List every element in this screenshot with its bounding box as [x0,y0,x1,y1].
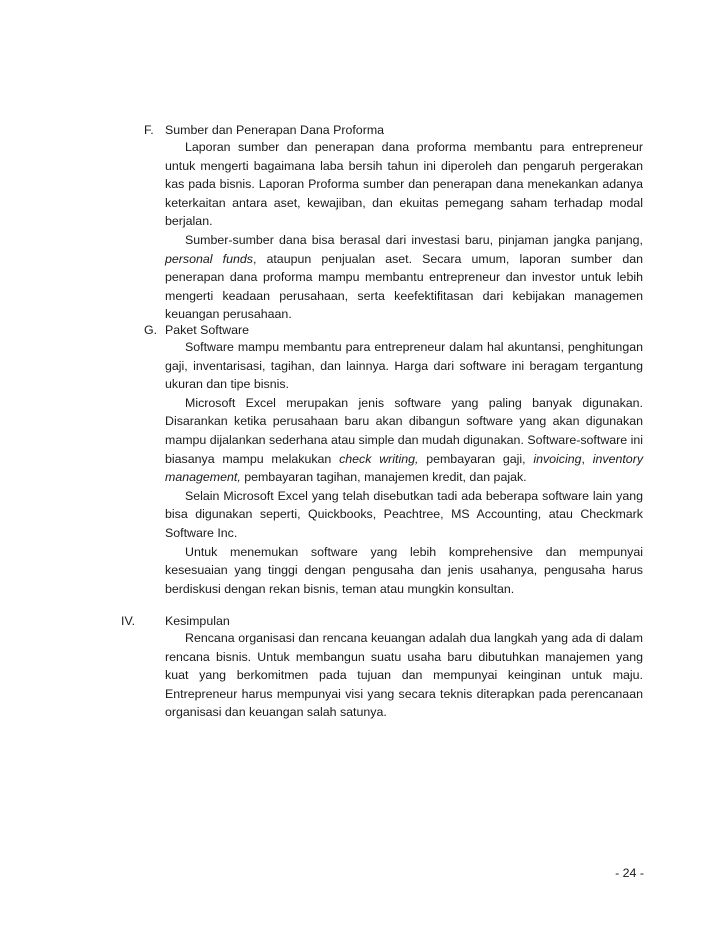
section-heading [144,322,643,338]
section-title: Sumber dan Penerapan Dana Proforma [165,123,385,137]
text-run: , ataupun penjualan aset. Secara umum, laporan sumber dan penerapan dana proforma mampu membantu entrepreneur dan investor untuk lebih mengerti keadaan perusahaan, serta keefektifitasan dari kebijakan managemen keuangan perusahaan. [165,251,643,322]
paragraph [165,629,643,722]
section-marker: F. [144,123,154,137]
italic-text: invoicing [533,451,582,466]
italic-text: personal funds [165,251,253,266]
text-run: Sumber-sumber dana bisa berasal dari investasi baru, pinjaman jangka panjang, [185,232,643,247]
text-run: Microsoft Excel merupakan jenis software yang paling banyak digunakan. Disarankan ketika perusahaan baru akan dibangun software yang akan digunakan mampu dijalankan sederhana atau simple dan mudah digunakan. Software-software ini biasanya mampu melakukan [165,395,644,466]
page-number: - 24 - [615,866,644,880]
italic-text: inventory management, [165,451,644,485]
section-title: Kesimpulan [165,614,230,628]
section-heading [144,122,643,138]
section-iv [121,613,643,722]
section-marker: G. [144,323,158,337]
text-run: Laporan sumber dan penerapan dana proforma membantu para entrepreneur untuk mengerti bagaimana laba bersih tahun ini diperoleh dan pengaruh pergerakan kas pada bisnis. Laporan Proforma sumber dan penerapan dana menekankan adanya keterkaitan antara aset, kewajiban, dan ekuitas pemegang saham terhadap modal berjalan. [165,140,643,229]
text-run: Rencana organisasi dan rencana keuangan adalah dua langkah yang ada di dalam rencana bisnis. Untuk membangun suatu usaha baru dibutuhkan manajemen yang kuat yang berkomitmen pada tujuan dan mempunyai keinginan untuk maju. Entrepreneur harus mempunyai visi yang secara teknis diterapkan pada perencanaan organisasi dan keuangan salah satunya. [165,631,643,720]
paragraph [165,543,643,599]
section-body [165,138,643,324]
text-run: Selain Microsoft Excel yang telah disebutkan tadi ada beberapa software lain yang bisa digunakan seperti, Quickbooks, Peachtree, MS Accounting, atau Checkmark Software Inc. [165,488,643,540]
paragraph [165,338,643,394]
section-heading [121,613,643,629]
paragraph [165,231,643,324]
italic-text: check writing, [339,451,419,466]
text-run: Software mampu membantu para entrepreneur dalam hal akuntansi, penghitungan gaji, inventarisasi, tagihan, dan lainnya. Harga dari software ini beragam tergantung ukuran dan tipe bisnis. [165,340,643,392]
section-f [144,122,643,324]
section-title: Paket Software [165,323,250,337]
text-run: pembayaran tagihan, manajemen kredit, dan pajak. [240,470,527,485]
paragraph [165,138,643,231]
section-body [165,629,643,722]
section-marker: IV. [121,614,136,628]
paragraph [165,394,643,487]
text-run: , [581,451,593,466]
text-run: pembayaran gaji, [418,451,534,466]
text-run: Untuk menemukan software yang lebih komprehensive dan mempunyai kesesuaian yang tinggi dengan pengusaha dan jenis usahanya, pengusaha harus berdiskusi dengan rekan bisnis, teman atau mungkin konsultan. [165,544,643,596]
paragraph [165,487,643,543]
section-body [165,338,643,598]
section-g [144,322,643,598]
